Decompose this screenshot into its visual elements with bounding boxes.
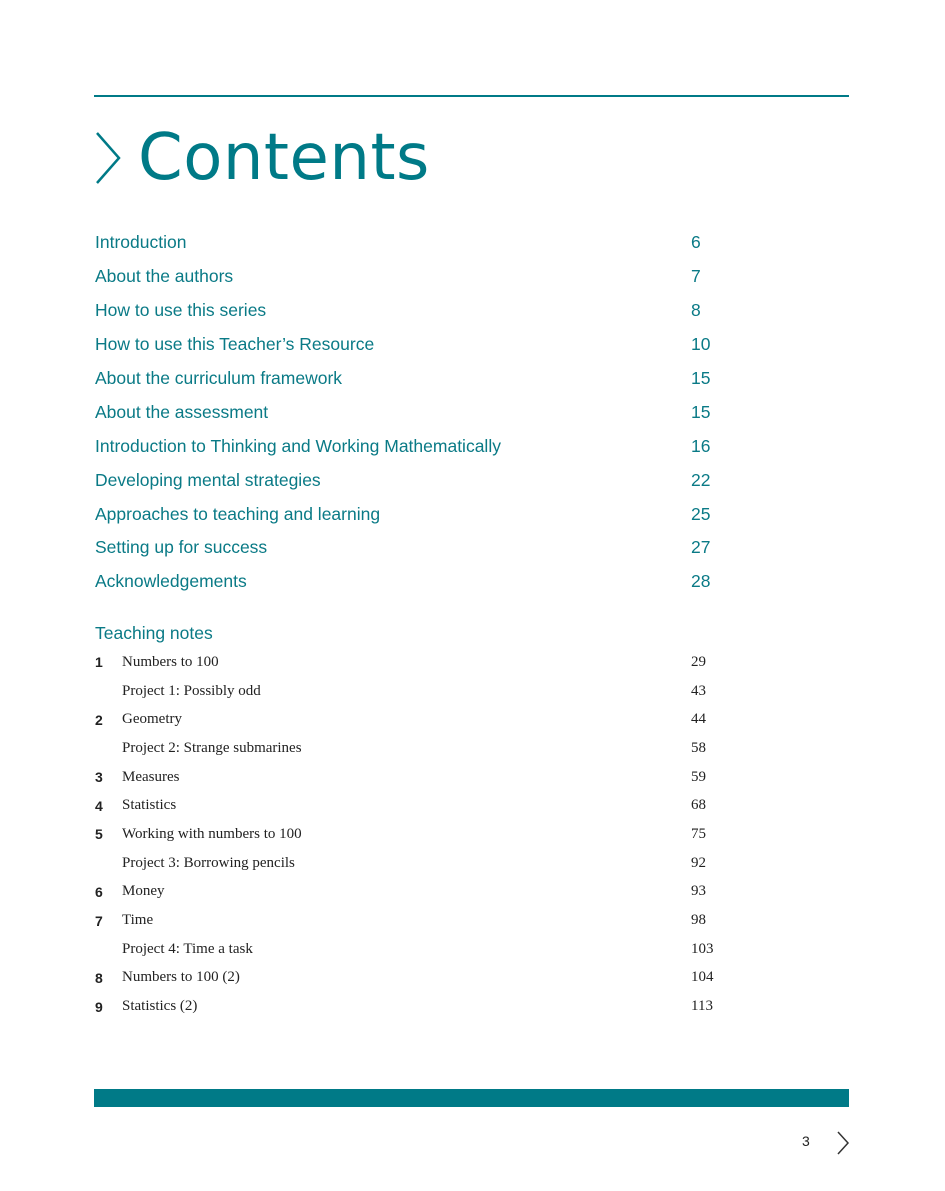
main-contents-list: [95, 226, 735, 599]
toc-entry-label: How to use this Teacher’s Resource: [95, 334, 375, 355]
toc-entry[interactable]: [95, 260, 735, 294]
unit-number: 5: [95, 826, 103, 843]
note-entry[interactable]: [95, 849, 735, 878]
toc-entry-page: 25: [691, 503, 711, 524]
unit-number: 7: [95, 912, 103, 929]
toc-entry-label: Acknowledgements: [95, 571, 247, 592]
note-entry-label: Statistics (2): [122, 998, 198, 1015]
unit-number: 3: [95, 769, 103, 786]
note-entry-page: 98: [691, 912, 706, 929]
chevron-right-icon: [94, 130, 122, 186]
unit-number: 4: [95, 797, 103, 814]
note-entry-page: 43: [691, 682, 706, 699]
toc-entry-label: Developing mental strategies: [95, 469, 321, 490]
toc-entry-label: About the curriculum framework: [95, 368, 343, 388]
note-entry[interactable]: [95, 935, 735, 964]
note-entry-label: Geometry: [122, 711, 182, 728]
note-entry[interactable]: [95, 763, 735, 792]
toc-entry[interactable]: [95, 497, 735, 531]
note-entry-page: 93: [691, 883, 706, 900]
note-entry-label: Project 3: Borrowing pencils: [122, 854, 295, 871]
unit-number: 1: [95, 654, 103, 671]
note-entry[interactable]: [95, 878, 735, 907]
note-entry-page: 29: [691, 653, 706, 670]
note-entry-label: Measures: [122, 768, 180, 785]
note-entry-page: 104: [691, 969, 714, 986]
unit-number: 9: [95, 998, 103, 1015]
note-entry-page: 59: [691, 768, 706, 785]
note-entry-page: 92: [691, 854, 706, 871]
toc-entry[interactable]: [95, 395, 735, 429]
note-entry[interactable]: [95, 791, 735, 820]
toc-entry[interactable]: [95, 429, 735, 463]
note-entry-label: Time: [122, 912, 154, 929]
note-entry-label: Working with numbers to 100: [122, 825, 302, 842]
note-entry-page: 75: [691, 825, 706, 842]
note-entry[interactable]: [95, 906, 735, 935]
note-entry-page: 68: [691, 797, 706, 814]
toc-entry-label: Setting up for success: [95, 537, 268, 558]
toc-entry-page: 16: [691, 435, 711, 456]
toc-entry-page: 8: [691, 300, 701, 321]
toc-entry[interactable]: [95, 565, 735, 599]
toc-entry-page: 6: [691, 232, 701, 253]
note-entry-page: 103: [691, 940, 714, 957]
note-entry-page: 58: [691, 739, 706, 756]
toc-entry-page: 22: [691, 469, 711, 490]
note-entry-label: Statistics: [122, 797, 177, 814]
teaching-notes-list: [95, 648, 735, 1021]
page-header: [94, 118, 430, 198]
toc-entry-page: 27: [691, 537, 711, 558]
toc-entry-label: About the authors: [95, 266, 234, 287]
note-entry-label: Project 1: Possibly odd: [122, 682, 261, 699]
note-entry-page: 44: [691, 711, 706, 728]
toc-entry[interactable]: [95, 531, 735, 565]
note-entry-label: Project 4: Time a task: [122, 940, 253, 957]
note-entry[interactable]: [95, 992, 735, 1021]
toc-entry-label: Approaches to teaching and learning: [95, 503, 381, 524]
teaching-notes-heading: Teaching notes: [95, 623, 213, 643]
toc-entry[interactable]: [95, 328, 735, 362]
toc-entry-page: 15: [691, 401, 711, 422]
unit-number: 8: [95, 969, 103, 986]
note-entry-label: Money: [122, 883, 165, 900]
toc-entry-page: 10: [691, 334, 711, 355]
note-entry[interactable]: [95, 648, 735, 677]
toc-entry[interactable]: [95, 362, 735, 396]
note-entry-label: Numbers to 100 (2): [122, 969, 240, 986]
toc-entry-label: About the assessment: [95, 401, 269, 422]
note-entry-label: Project 2: Strange submarines: [122, 739, 302, 756]
toc-entry[interactable]: [95, 294, 735, 328]
toc-entry-page: 7: [691, 266, 701, 287]
note-entry[interactable]: [95, 820, 735, 849]
note-entry-page: 113: [691, 998, 713, 1015]
page-title: Contents: [138, 121, 430, 195]
toc-entry[interactable]: [95, 463, 735, 497]
toc-entry-page: 28: [691, 571, 711, 592]
toc-entry-label: How to use this series: [95, 300, 267, 321]
unit-number: 2: [95, 711, 103, 728]
top-rule: [94, 95, 849, 97]
toc-entry-label: Introduction: [95, 232, 187, 253]
toc-entry-label: Introduction to Thinking and Working Mathematically: [95, 435, 501, 456]
footer-bar: [94, 1089, 849, 1107]
next-page-chevron-icon[interactable]: [836, 1130, 850, 1156]
note-entry[interactable]: [95, 705, 735, 734]
note-entry[interactable]: [95, 964, 735, 993]
note-entry[interactable]: [95, 677, 735, 706]
toc-entry-page: 15: [691, 368, 711, 388]
page-number: 3: [802, 1133, 810, 1149]
note-entry-label: Numbers to 100: [122, 653, 219, 670]
unit-number: 6: [95, 883, 103, 900]
note-entry[interactable]: [95, 734, 735, 763]
toc-entry[interactable]: [95, 226, 735, 260]
